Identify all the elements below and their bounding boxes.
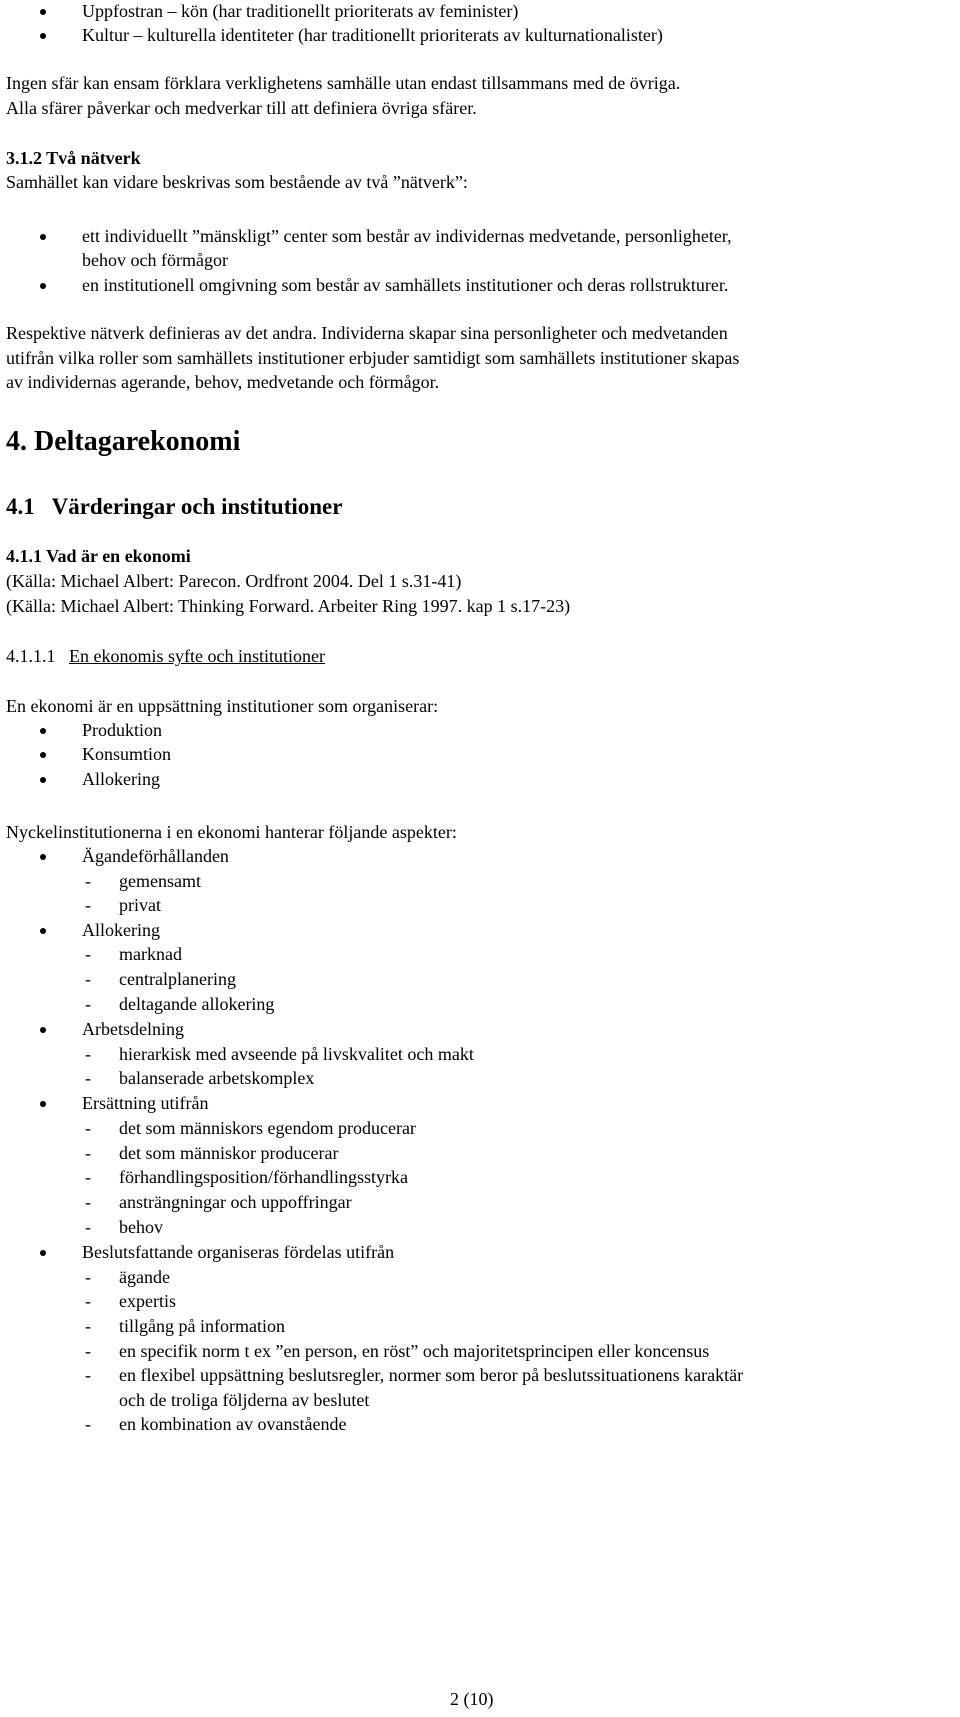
dash-marker: -: [85, 1118, 91, 1138]
subsubsection-title: En ekonomis syfte och institutioner: [69, 646, 325, 666]
list-item: Uppfostran – kön (har traditionellt prioriterats av feminister): [82, 1, 519, 21]
paragraph-line: Nyckelinstitutionerna i en ekonomi hanterar följande aspekter:: [6, 822, 457, 842]
aspect-sub-item: expertis: [119, 1291, 176, 1311]
aspect-sub-item: privat: [119, 895, 161, 915]
dash-marker: -: [85, 1291, 91, 1311]
aspect-sub-item: deltagande allokering: [119, 994, 275, 1014]
bullet-icon: [40, 283, 46, 289]
aspect-label: Beslutsfattande organiseras fördelas utifrån: [82, 1242, 395, 1262]
dash-marker: -: [85, 1267, 91, 1287]
list-item: Allokering: [82, 769, 160, 789]
paragraph-line: Respektive nätverk definieras av det andra. Individerna skapar sina personligheter och medvetanden: [6, 323, 728, 343]
list-item: ett individuellt ”mänskligt” center som består av individernas medvetande, personligheter,: [82, 226, 732, 246]
bullet-icon: [40, 777, 46, 783]
dash-marker: -: [85, 1414, 91, 1434]
subsection-heading: 4.1.1 Vad är en ekonomi: [6, 546, 191, 566]
aspect-label: Ersättning utifrån: [82, 1093, 209, 1113]
bullet-icon: [40, 928, 46, 934]
paragraph-line: Ingen sfär kan ensam förklara verklighetens samhälle utan endast tillsammans med de övriga.: [6, 73, 681, 93]
dash-marker: -: [85, 1365, 91, 1385]
aspect-label: Ägandeförhållanden: [82, 846, 229, 866]
dash-marker: -: [85, 1316, 91, 1336]
bullet-icon: [40, 728, 46, 734]
source-line: (Källa: Michael Albert: Parecon. Ordfront 2004. Del 1 s.31-41): [6, 571, 462, 591]
dash-marker: -: [85, 1167, 91, 1187]
list-item: en institutionell omgivning som består av samhällets institutioner och deras rollstrukturer.: [82, 275, 729, 295]
bullet-icon: [40, 1027, 46, 1033]
dash-marker: -: [85, 1192, 91, 1212]
dash-marker: -: [85, 994, 91, 1014]
subsubsection-number: 4.1.1.1: [6, 646, 56, 666]
aspect-sub-item: en kombination av ovanstående: [119, 1414, 347, 1434]
aspect-sub-item: hierarkisk med avseende på livskvalitet och makt: [119, 1044, 474, 1064]
aspect-sub-item: gemensamt: [119, 871, 201, 891]
aspect-sub-item: centralplanering: [119, 969, 236, 989]
dash-marker: -: [85, 1341, 91, 1361]
dash-marker: -: [85, 871, 91, 891]
bullet-icon: [40, 1250, 46, 1256]
chapter-heading: 4. Deltagarekonomi: [6, 426, 241, 457]
paragraph-line: av individernas agerande, behov, medvetande och förmågor.: [6, 372, 440, 392]
aspect-sub-item-continuation: och de troliga följderna av beslutet: [119, 1390, 370, 1410]
bullet-icon: [40, 9, 46, 15]
bullet-icon: [40, 234, 46, 240]
bullet-icon: [40, 1101, 46, 1107]
aspect-sub-item: ansträngningar och uppoffringar: [119, 1192, 352, 1212]
aspect-sub-item: tillgång på information: [119, 1316, 285, 1336]
aspect-sub-item: förhandlingsposition/förhandlingsstyrka: [119, 1167, 408, 1187]
aspect-label: Arbetsdelning: [82, 1019, 184, 1039]
aspect-label: Allokering: [82, 920, 160, 940]
list-item: Produktion: [82, 720, 163, 740]
paragraph-line: Samhället kan vidare beskrivas som bestående av två ”nätverk”:: [6, 172, 468, 192]
aspect-sub-item: behov: [119, 1217, 163, 1237]
aspect-sub-item: balanserade arbetskomplex: [119, 1068, 315, 1088]
dash-marker: -: [85, 1143, 91, 1163]
dash-marker: -: [85, 969, 91, 989]
aspect-sub-item: en flexibel uppsättning beslutsregler, normer som beror på beslutssituationens karaktär: [119, 1365, 744, 1385]
paragraph-line: Alla sfärer påverkar och medverkar till att definiera övriga sfärer.: [6, 98, 477, 118]
bullet-icon: [40, 33, 46, 39]
aspect-sub-item: det som människor producerar: [119, 1143, 339, 1163]
section-heading: 4.1 Värderingar och institutioner: [6, 494, 343, 519]
paragraph-line: utifrån vilka roller som samhällets institutioner erbjuder samtidigt som samhällets institutioner skapas: [6, 348, 740, 368]
list-item: Konsumtion: [82, 744, 172, 764]
dash-marker: -: [85, 1217, 91, 1237]
list-item-continuation: behov och förmågor: [82, 250, 228, 270]
aspect-sub-item: ägande: [119, 1267, 170, 1287]
dash-marker: -: [85, 1068, 91, 1088]
bullet-icon: [40, 752, 46, 758]
bullet-icon: [40, 854, 46, 860]
dash-marker: -: [85, 1044, 91, 1064]
paragraph-line: En ekonomi är en uppsättning institutioner som organiserar:: [6, 696, 439, 716]
section-heading: 3.1.2 Två nätverk: [6, 148, 141, 168]
dash-marker: -: [85, 944, 91, 964]
page-number: 2 (10): [450, 1689, 494, 1709]
aspect-sub-item: det som människors egendom producerar: [119, 1118, 416, 1138]
aspect-sub-item: marknad: [119, 944, 182, 964]
list-item: Kultur – kulturella identiteter (har traditionellt prioriterats av kulturnationalister): [82, 25, 663, 45]
aspect-sub-item: en specifik norm t ex ”en person, en röst” och majoritetsprincipen eller koncensus: [119, 1341, 710, 1361]
source-line: (Källa: Michael Albert: Thinking Forward. Arbeiter Ring 1997. kap 1 s.17-23): [6, 596, 571, 616]
dash-marker: -: [85, 895, 91, 915]
